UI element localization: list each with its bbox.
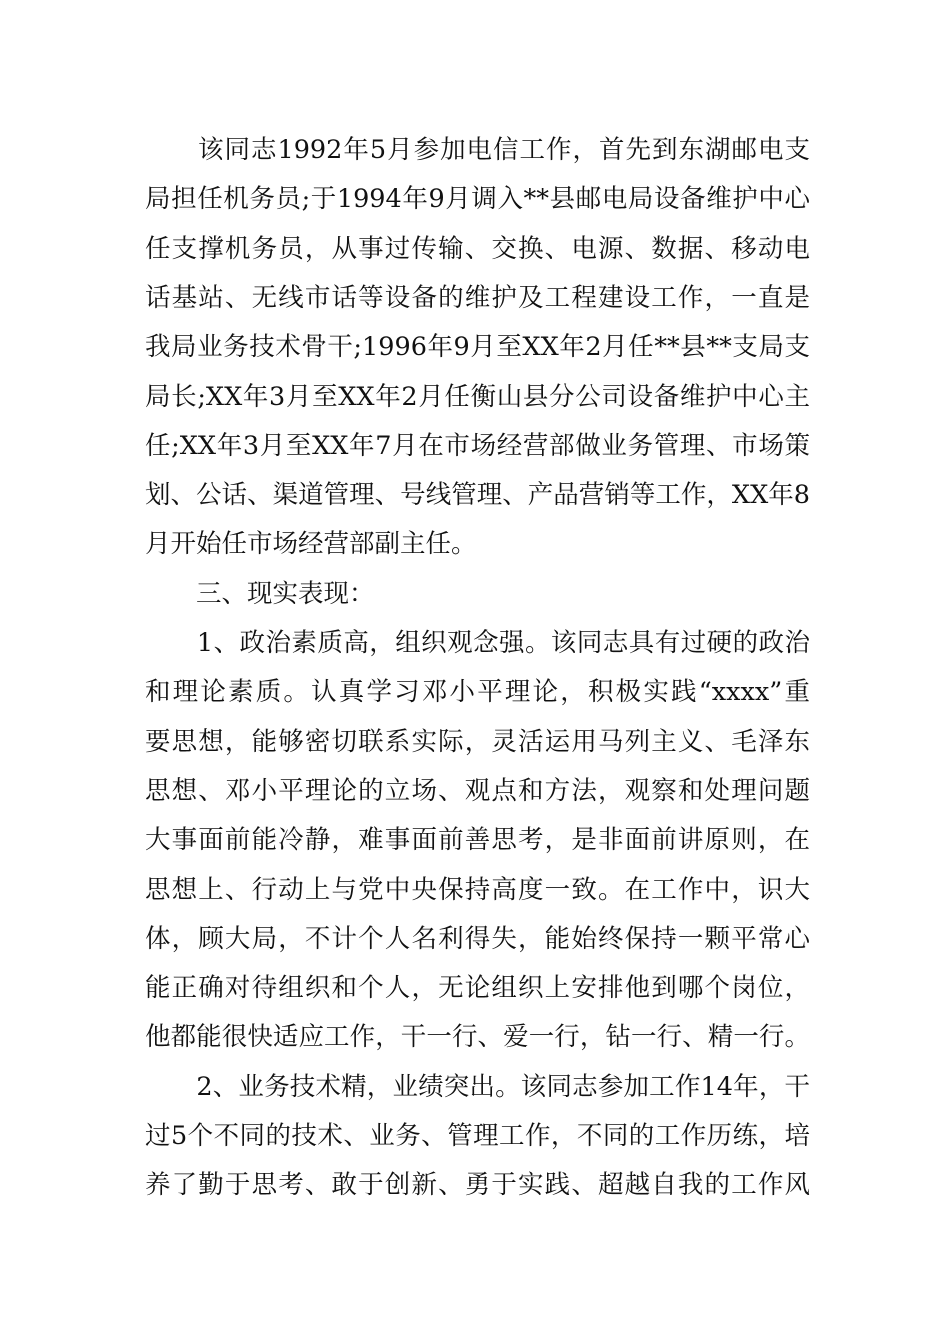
text-line: 要思想，能够密切联系实际，灵活运用马列主义、毛泽东 (145, 726, 810, 757)
text-line: 三、现实表现： (145, 578, 375, 609)
text-line: 该同志1992年5月参加电信工作，首先到东湖邮电支 (145, 135, 810, 165)
text-line: 思想上、行动上与党中央保持高度一致。在工作中，识大 (145, 874, 810, 905)
text-line: 思想、邓小平理论的立场、观点和方法，观察和处理问题 (145, 775, 810, 806)
text-line: 能正确对待组织和个人，无论组织上安排他到哪个岗位， (145, 973, 810, 1004)
text-line: 养了勤于思考、敢于创新、勇于实践、超越自我的工作风 (145, 1170, 810, 1201)
text-line: 1、政治素质高，组织观念强。该同志具有过硬的政治 (145, 628, 810, 658)
text-line: 和理论素质。认真学习邓小平理论，积极实践“xxxx”重 (145, 677, 810, 708)
text-line: 任支撑机务员，从事过传输、交换、电源、数据、移动电 (145, 233, 810, 264)
text-line: 月开始任市场经营部副主任。 (145, 529, 477, 560)
text-line: 2、业务技术精，业绩突出。该同志参加工作14年，干 (145, 1071, 810, 1102)
text-line: 局担任机务员;于1994年9月调入**县邮电局设备维护中心 (145, 184, 810, 215)
text-line: 他都能很快适应工作，干一行、爱一行，钻一行、精一行。 (145, 1022, 810, 1053)
text-line: 大事面前能冷静，难事面前善思考，是非面前讲原则，在 (145, 825, 810, 856)
text-line: 局长;XX年3月至XX年2月任衡山县分公司设备维护中心主 (145, 381, 810, 412)
text-line: 过5个不同的技术、业务、管理工作，不同的工作历练，培 (145, 1121, 810, 1151)
text-line: 划、公话、渠道管理、号线管理、产品营销等工作，XX年8 (145, 480, 810, 511)
text-line: 我局业务技术骨干;1996年9月至XX年2月任**县**支局支 (145, 332, 810, 363)
text-line: 任;XX年3月至XX年7月在市场经营部做业务管理、市场策 (145, 430, 810, 461)
text-line: 体，顾大局，不计个人名利得失，能始终保持一颗平常心 (145, 923, 810, 954)
text-line: 话基站、无线市话等设备的维护及工程建设工作，一直是 (145, 282, 810, 313)
